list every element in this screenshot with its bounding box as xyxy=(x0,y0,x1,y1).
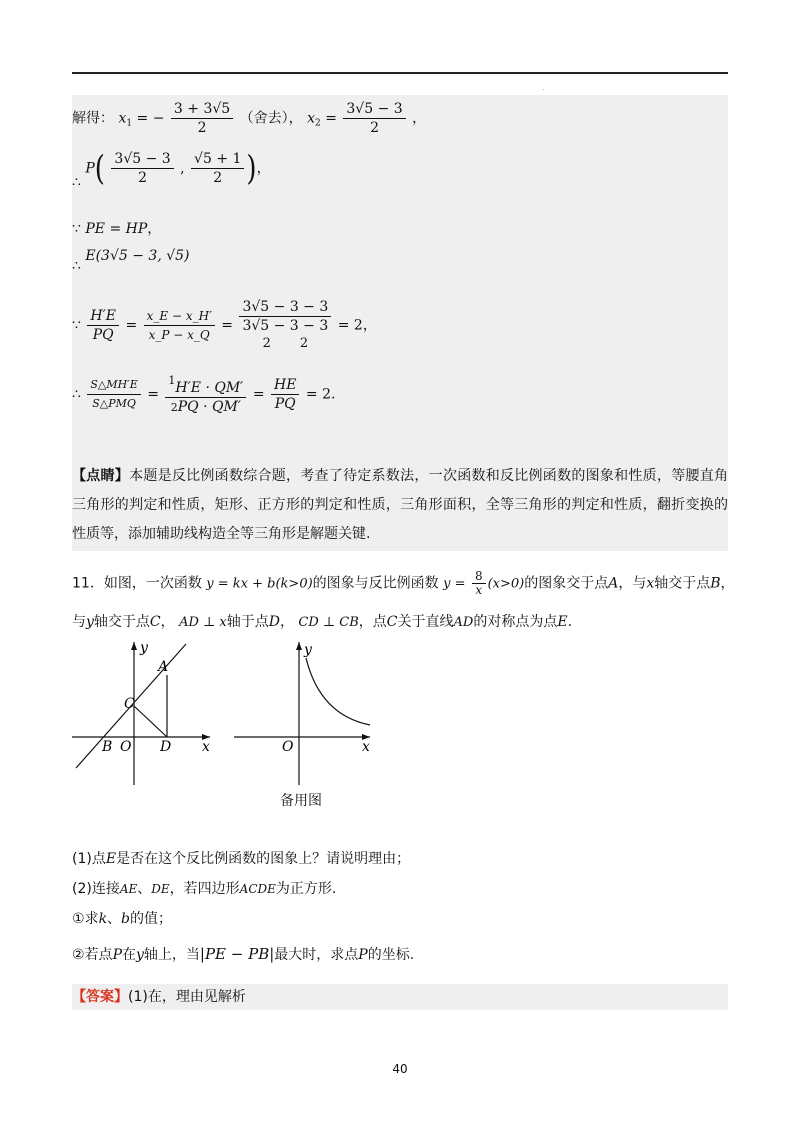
label-D: D xyxy=(160,739,172,755)
segment-cd xyxy=(134,706,167,737)
fraction: $\frac{3 + 3√5}{2}$ xyxy=(171,100,233,137)
label-y-2: y xyxy=(304,642,312,658)
fraction: 3√5 − 3 − 3 3√5 − 3 − 3 2 2 xyxy=(239,298,331,353)
fraction: $\frac{HE}{PQ}$ xyxy=(271,376,299,413)
solution-line-3: ∵ PE = HP， xyxy=(72,221,162,237)
label-y: y xyxy=(140,640,148,656)
fraction: $\frac{S\triangle MH'E}{\text{S△PMQ}}$ xyxy=(87,376,140,413)
question-line-2: 与y轴交于点C， AD ⊥ x轴于点D， CD ⊥ CB，点C关于直线AD的对称点为点E. xyxy=(72,614,573,630)
comment-label: 【点睛】 xyxy=(72,468,130,484)
part-2: (2)连接AE、DE，若四边形ACDE为正方形. xyxy=(72,881,337,897)
part-2-1: ①求k、b的值； xyxy=(72,911,173,927)
solution-line-1: 解得： $x_1$ = − $\frac{3 + 3√5}{2}$ （舍去）， $x_2$ = $\frac{3√5 - 3}{2}$ ， xyxy=(72,101,427,136)
fraction: $\frac{x\_E - x\_H'}{x\_P - x\_Q}$ xyxy=(144,307,215,344)
header-rule xyxy=(72,72,728,74)
question-line-1: 11．如图，一次函数 y = kx + b(k>0)的图象与反比例函数 y = $\frac{8}{x}$ (x>0)的图象交于点A，与x轴交于点B， xyxy=(72,569,735,597)
label-x: x xyxy=(202,739,210,755)
solution-line-2: ∴ P( $\frac{3√5 - 3}{2}$ , $\frac{√5 + 1}{2}$ )， xyxy=(72,149,271,191)
hyperbola-curve xyxy=(306,658,370,725)
segment-ca xyxy=(134,675,167,706)
label-O: O xyxy=(120,739,132,755)
y-axis-arrow-icon xyxy=(131,642,137,650)
comment-paragraph xyxy=(72,462,728,549)
fraction: $\frac{√5 + 1}{2}$ xyxy=(191,150,244,187)
label-C: C xyxy=(124,696,135,712)
page-number: 40 xyxy=(392,1062,408,1076)
comment-text: 本题是反比例函数综合题，考查了待定系数法，一次函数和反比例函数的图象和性质，等腰直角三角形的判定和性质，矩形、正方形的判定和性质，三角形面积，全等三角形的判定和性质，翻折变换的性质等，添加辅助线构造全等三角形是解题关键. xyxy=(72,468,729,542)
figure-caption: 备用图 xyxy=(280,793,322,809)
answer-label: 【答案】 xyxy=(72,989,128,1005)
solution-line-4: ∴ E(3√5 − 3, √5) xyxy=(72,248,190,274)
label-B: B xyxy=(102,739,113,755)
label-O-2: O xyxy=(282,739,294,755)
solution-line-5: ∵ $\frac{H'E}{PQ}$ = $\frac{x\_E - x\_H'}{x\_P - x\_Q}$ = 3√5 − 3 − 3 3√5 − 3 − 3 2 2 = 2， xyxy=(72,299,377,351)
part-1: (1)点E是否在这个反比例函数的图象上？请说明理由； xyxy=(72,851,411,867)
header-dot: . xyxy=(542,83,545,92)
y-axis-2-arrow-icon xyxy=(296,642,302,650)
fraction: $\frac{3√5 - 3}{2}$ xyxy=(111,150,173,187)
answer-bar xyxy=(72,984,728,1010)
solution-line-6: ∴ $\frac{S\triangle MH'E}{\text{S△PMQ}}$ = $\frac{^1H'E \cdot QM'}{2PQ \cdot QM'}$ = $\frac{HE}{PQ}$ = 2. xyxy=(72,374,336,415)
answer-text: (1)在，理由见解析 xyxy=(128,989,246,1005)
label-x-2: x xyxy=(362,739,370,755)
part-2-2: ②若点P在y轴上，当|PE − PB|最大时，求点P的坐标. xyxy=(72,945,415,963)
right-diagram xyxy=(234,642,370,785)
fraction: $\frac{H'E}{PQ}$ xyxy=(87,307,119,344)
fraction: $\frac{3√5 - 3}{2}$ xyxy=(343,100,405,137)
question-figure xyxy=(72,640,382,785)
label-A: A xyxy=(158,659,169,675)
fraction: $\frac{^1H'E \cdot QM'}{2PQ \cdot QM'}$ xyxy=(165,372,246,417)
left-diagram xyxy=(72,640,210,785)
